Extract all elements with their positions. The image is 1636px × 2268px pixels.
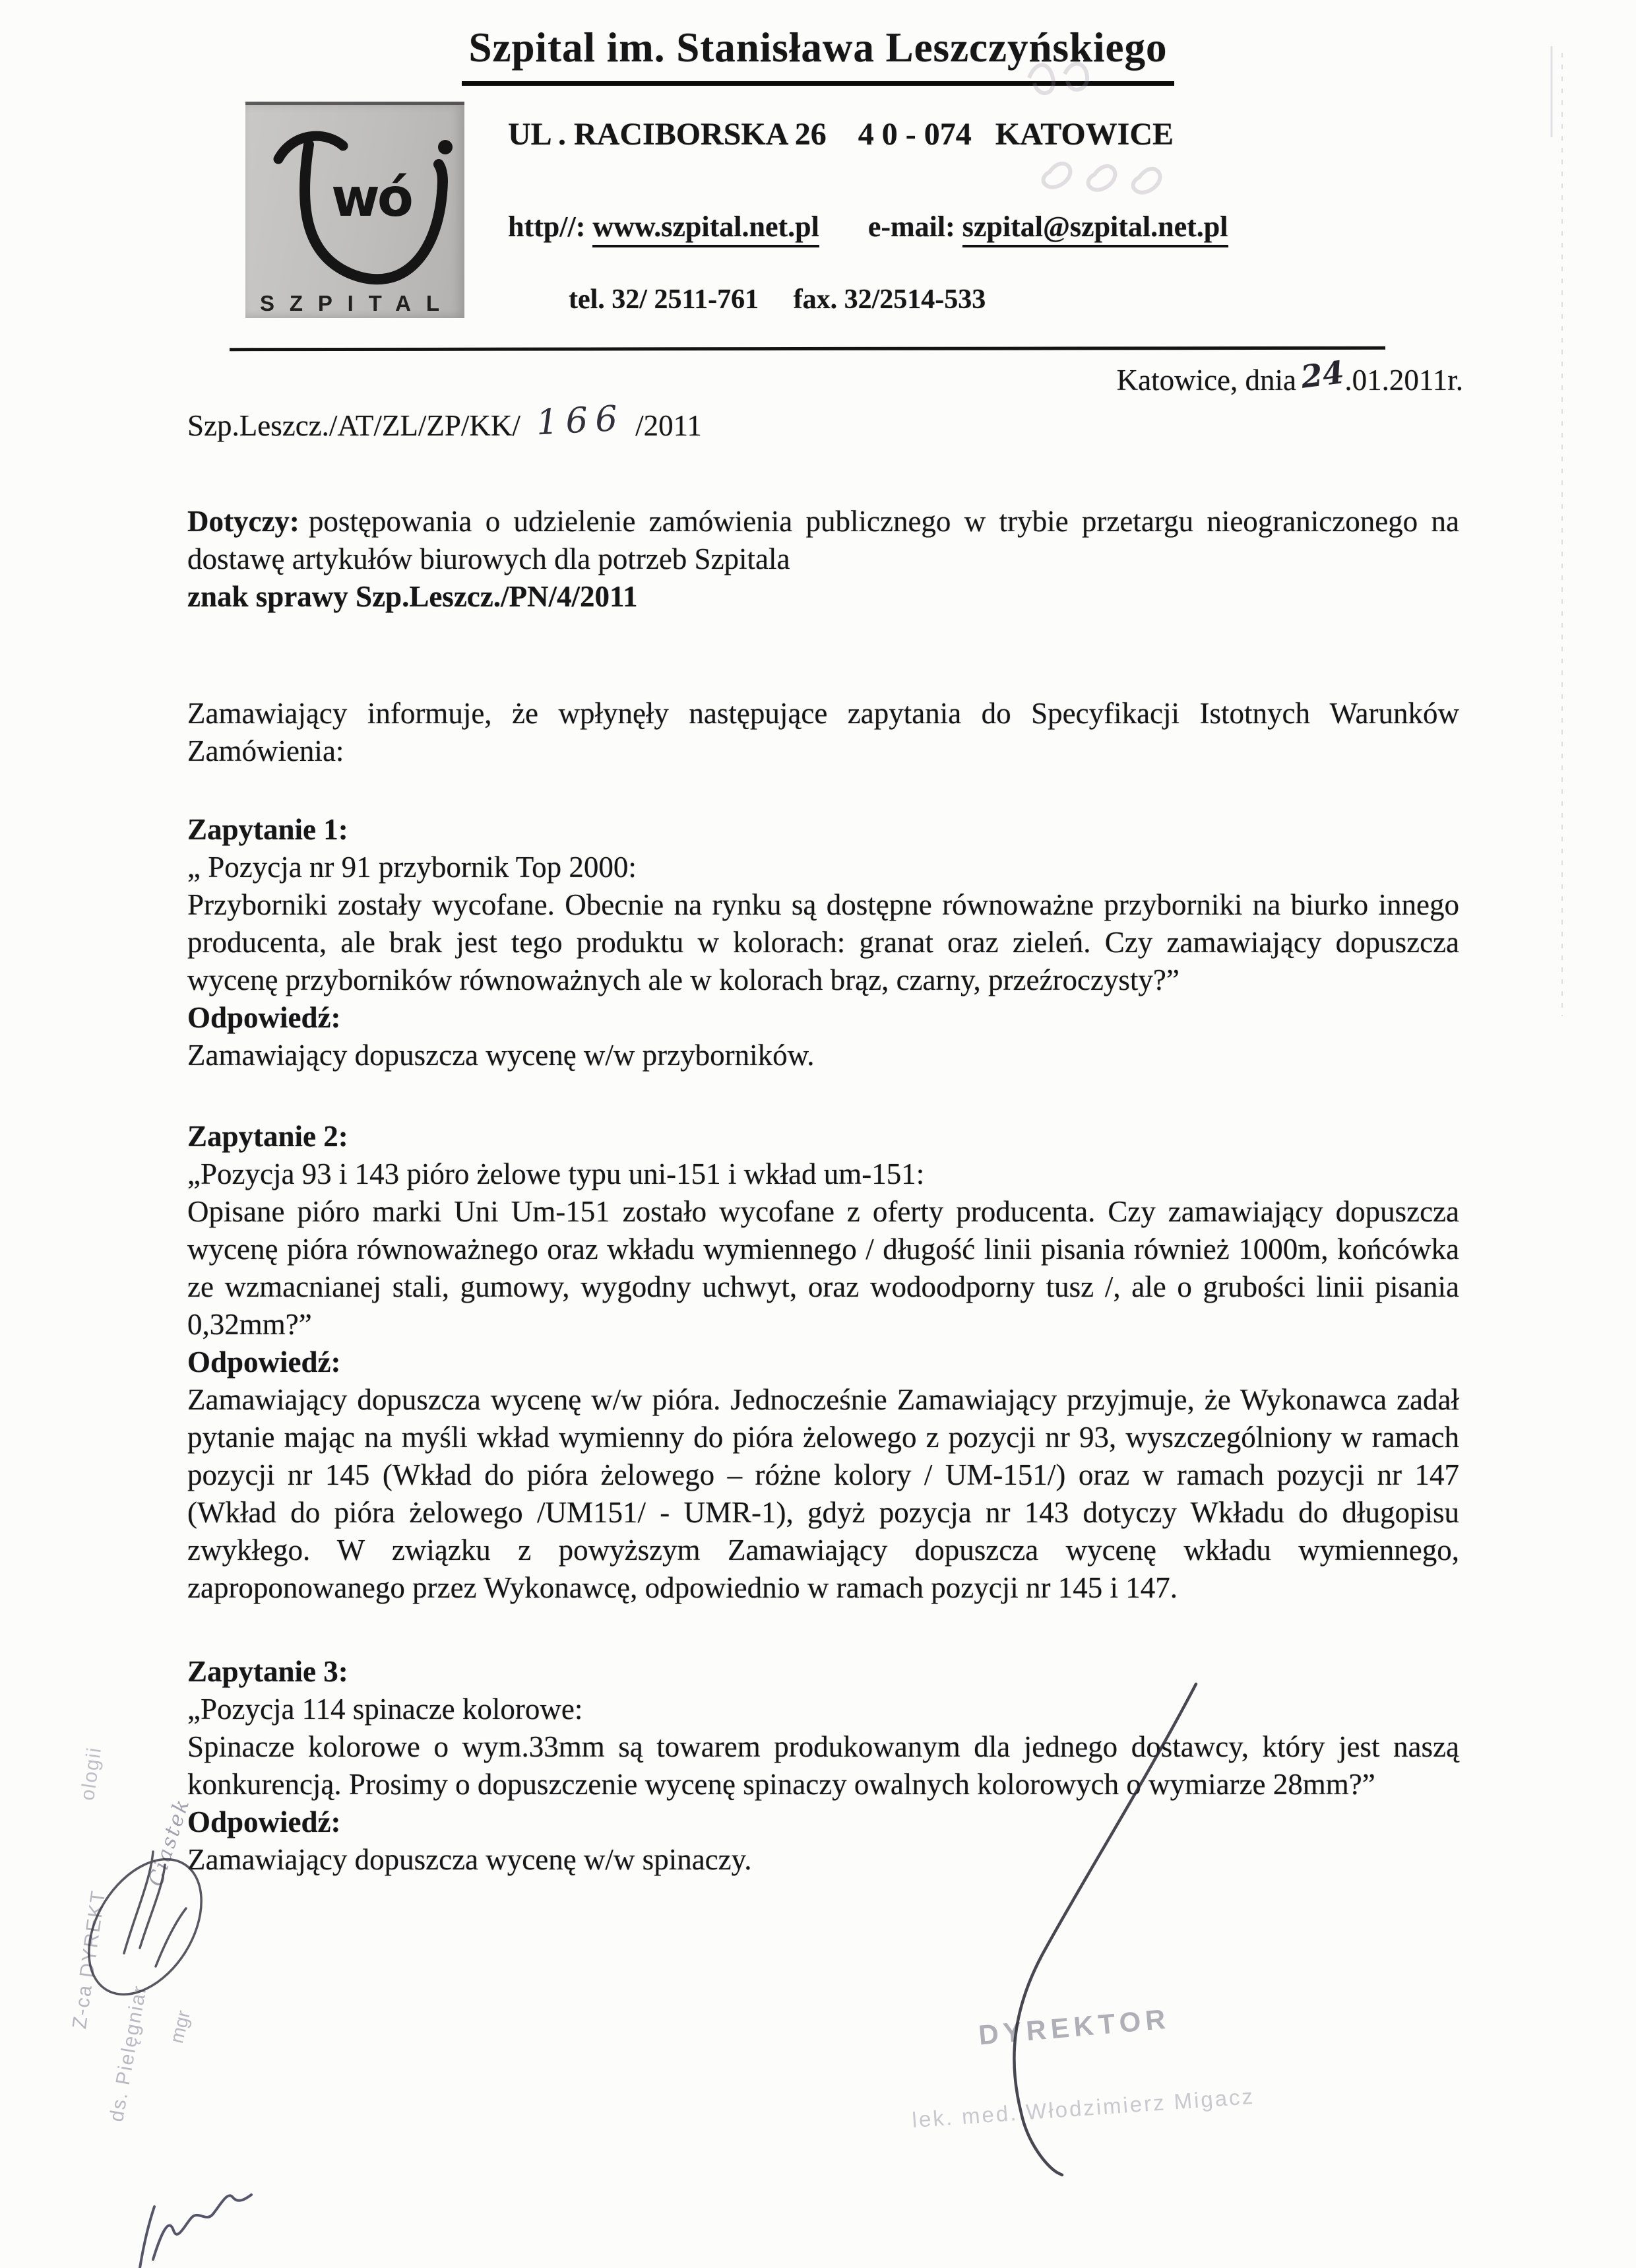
question-body: Opisane pióro marki Uni Um-151 zostało wycofane z oferty producenta. Czy zamawiający dopuszcza wycenę pióra równoważnego oraz wkładu wymiennego / długość linii pisania również 1000m, końcówka ze wzmacnianej stali, gumowy, wygodny uchwyt, oraz wodoodporny tusz /, ale o grubości linii pisania 0,32mm?”: [187, 1195, 1459, 1341]
question-quote-open: „Pozycja 114 spinacze kolorowe:: [187, 1693, 583, 1726]
question-quote-open: „Pozycja 93 i 143 pióro żelowe typu uni-151 i wkład um-151:: [187, 1157, 925, 1190]
date-rest: .01.2011r.: [1344, 364, 1463, 397]
letter-body: [187, 503, 1459, 1879]
address-line: UL . RACIBORSKA 26 4 0 - 074 KATOWICE: [508, 117, 1174, 152]
reference-prefix: Szp.Leszcz./AT/ZL/ZP/KK/: [187, 409, 520, 442]
answer-body: Zamawiający dopuszcza wycenę w/w przyborników.: [187, 1039, 815, 1072]
question-quote-open: „ Pozycja nr 91 przybornik Top 2000:: [187, 851, 637, 884]
subject-label: Dotyczy:: [187, 505, 299, 538]
reference-suffix: /2011: [635, 409, 702, 442]
letterhead-divider: [230, 346, 1385, 351]
case-reference: znak sprawy Szp.Leszcz./PN/4/2011: [187, 580, 638, 613]
email-address: szpital@szpital.net.pl: [962, 211, 1228, 247]
side-stamp-degree-fragment: mgr: [166, 2008, 195, 2046]
side-stamp-handwritten-name: Ciastek: [144, 1795, 195, 1890]
side-stamp-title-fragment: Z-ca DYREKT: [69, 1889, 110, 2030]
web-label: http//:: [508, 211, 586, 243]
logo-j-dot: [438, 140, 453, 154]
place-date-line: [1116, 354, 1463, 398]
subject-block: [187, 503, 1459, 616]
reference-line: [187, 398, 702, 444]
answer-body: Zamawiający dopuszcza wycenę w/w spinaczy.: [187, 1843, 752, 1876]
hospital-logo-art: [245, 105, 464, 321]
qa-section-3: [187, 1653, 1459, 1879]
subject-text: postępowania o udzielenie zamówienia publicznego w trybie przetargu nieograniczonego na dostawę artykułów biurowych dla potrzeb Szpitala: [187, 505, 1459, 575]
answer-body: Zamawiający dopuszcza wycenę w/w pióra. Jednocześnie Zamawiający przyjmuje, że Wykonawca zadał pytanie mając na myśli wkład wymienny do pióra żelowego z pozycji nr 93, wyszczególniony w ramach pozycji nr 145 (Wkład do pióra żelowego – różne kolory / UM-151/) oraz w ramach pozycji nr 147 (Wkład do pióra żelowego /UM151/ - UMR-1), gdyż pozycja nr 143 dotyczy Wkładu do długopisu zwykłego. W związku z powyższym Zamawiający dopuszcza wycenę wkładu wymiennego, zaproponowanego przez Wykonawcę, odpowiednio w ramach pozycji nr 145 i 147.: [187, 1383, 1459, 1604]
tel-fax-line: tel. 32/ 2511-761 fax. 32/2514-533: [569, 284, 986, 315]
answer-label: Odpowiedź:: [187, 1001, 341, 1034]
qa-section-2: [187, 1118, 1459, 1607]
question-heading: Zapytanie 1:: [187, 813, 348, 846]
bottom-signature-scribble: [140, 2195, 251, 2268]
director-stamp-title: DYREKTOR: [977, 2003, 1172, 2051]
side-stamp-department-fragment: ds. Pielęgniar: [106, 1983, 151, 2123]
question-heading: Zapytanie 2:: [187, 1120, 348, 1153]
contact-web-line: [508, 210, 1228, 243]
answer-label: Odpowiedź:: [187, 1345, 341, 1378]
website-url: www.szpital.net.pl: [592, 211, 819, 247]
hospital-logo: [245, 102, 464, 318]
qa-section-1: [187, 811, 1459, 1074]
handwritten-day: 24: [1299, 354, 1346, 396]
director-stamp-name: lek. med. Włodzimierz Migacz: [911, 2083, 1256, 2133]
question-body: Spinacze kolorowe o wym.33mm są towarem produkowanym dla jednego dostawcy, który jest naszą konkurencją. Prosimy o dopuszczenie wycenę spinaczy owalnych kolorowych o wymiarze 28mm?”: [187, 1730, 1459, 1801]
letterhead: [0, 24, 1636, 86]
logo-caption: SZPITAL: [260, 291, 451, 315]
handwritten-case-number: 166: [535, 398, 626, 443]
answer-label: Odpowiedź:: [187, 1805, 341, 1838]
email-label: e-mail:: [867, 211, 955, 243]
side-stamp-title-fragment-2: ologii: [77, 1745, 106, 1802]
question-heading: Zapytanie 3:: [187, 1655, 348, 1688]
subject-paragraph: [187, 503, 1459, 578]
question-body: Przyborniki zostały wycofane. Obecnie na rynku są dostępne równoważne przyborniki na biurko innego producenta, ale brak jest tego produktu w kolorach: granat oraz zieleń. Czy zamawiający dopuszcza wycenę przyborników równoważnych ale w kolorach brąz, czarny, przeźroczysty?”: [187, 888, 1459, 996]
place-date-text: Katowice, dnia: [1116, 364, 1296, 397]
logo-script-text: wó: [331, 167, 411, 228]
intro-paragraph: Zamawiający informuje, że wpłynęły następujące zapytania do Specyfikacji Istotnych Warunków Zamówienia:: [187, 697, 1459, 767]
hospital-name: Szpital im. Stanisława Leszczyńskiego: [462, 24, 1174, 86]
